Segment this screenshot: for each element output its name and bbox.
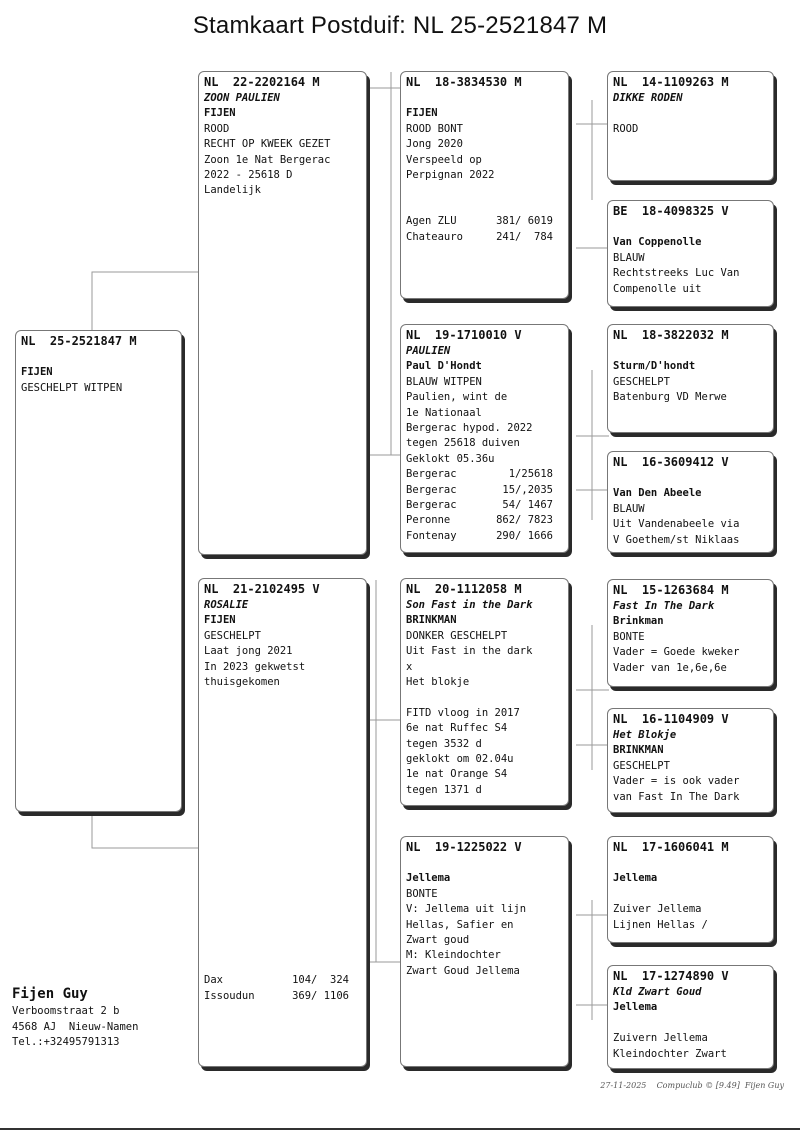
description-line: Zuiver Jellema <box>613 903 702 916</box>
description-line: Laat jong 2021 <box>204 645 293 658</box>
description-line: geklokt om 02.04u <box>406 753 514 766</box>
breeder: FIJEN <box>21 366 53 379</box>
breeder: Paul D'Hondt <box>406 360 482 373</box>
breeder: BRINKMAN <box>613 744 664 757</box>
ring-number: NL 17-1606041 M <box>613 840 729 854</box>
ring-number: NL 18-3822032 M <box>613 328 729 342</box>
description-line: Vader = Goede kweker <box>613 646 740 659</box>
result-row <box>406 529 553 544</box>
race-result: 862/ 7823 <box>496 514 553 527</box>
description-line: Zuivern Jellema <box>613 1032 708 1045</box>
description-line: thuisgekomen <box>204 676 280 689</box>
pigeon-card-mf[interactable] <box>400 578 569 806</box>
description-line: Hellas, Safier en <box>406 918 514 931</box>
description-line: ROOD <box>613 122 639 135</box>
race-name: Bergerac <box>406 499 457 512</box>
pigeon-card-mm[interactable] <box>400 836 569 1067</box>
description-line: BONTE <box>613 630 645 643</box>
owner-address <box>12 984 138 1051</box>
pigeon-card-mfm[interactable] <box>607 708 774 813</box>
description-line: Zwart Goud Jellema <box>406 964 520 977</box>
description-line: Perpignan 2022 <box>406 169 495 182</box>
race-result: 369/ 1106 <box>292 989 349 1002</box>
result-row <box>406 214 553 229</box>
result-row <box>406 483 553 498</box>
pigeon-name: DIKKE RODEN <box>613 92 683 104</box>
pigeon-card-ff[interactable] <box>400 71 569 299</box>
pigeon-card-fmm[interactable] <box>607 451 774 553</box>
description-line: ROOD <box>204 122 230 135</box>
results-table <box>406 214 553 245</box>
description-line: tegen 3532 d <box>406 737 482 750</box>
ring-number: NL 16-3609412 V <box>613 455 729 469</box>
race-name: Peronne <box>406 514 451 527</box>
breeder: Van Coppenolle <box>613 236 702 249</box>
owner-phone: Tel.:+32495791313 <box>12 1036 120 1048</box>
race-name: Issoudun <box>204 989 255 1002</box>
description-line: GESCHELPT <box>613 759 670 772</box>
pigeon-name: Fast In The Dark <box>613 600 715 612</box>
description-line: DONKER GESCHELPT <box>406 629 508 642</box>
description-line: 1e Nationaal <box>406 406 482 419</box>
pigeon-name: Son Fast in the Dark <box>406 599 533 611</box>
breeder: Brinkman <box>613 615 664 628</box>
software-credit: Compuclub © [9.49] <box>656 1081 740 1090</box>
ring-number: NL 25-2521847 M <box>21 334 137 348</box>
race-result: 54/ 1467 <box>502 499 553 512</box>
pigeon-card-mother[interactable] <box>198 578 367 1067</box>
ring-number: NL 21-2102495 V <box>204 582 320 596</box>
results-table <box>406 467 553 544</box>
pigeon-card-mmm[interactable] <box>607 965 774 1069</box>
race-result: 104/ 324 <box>292 974 349 987</box>
description-line: In 2023 gekwetst <box>204 660 306 673</box>
description-line: Kleindochter Zwart <box>613 1047 727 1060</box>
description-line: Compenolle uit <box>613 282 702 295</box>
breeder: Van Den Abeele <box>613 487 702 500</box>
race-result: 15/,2035 <box>502 483 553 496</box>
description-line: M: Kleindochter <box>406 949 501 962</box>
result-row <box>406 498 553 513</box>
print-footer <box>600 1081 784 1090</box>
description-line: Lijnen Hellas / <box>613 918 708 931</box>
description-line: Geklokt 05.36u <box>406 452 495 465</box>
breeder: Sturm/D'hondt <box>613 360 696 373</box>
breeder: FIJEN <box>406 107 438 120</box>
description-line: Rechtstreeks Luc Van <box>613 267 740 280</box>
pigeon-card-mff[interactable] <box>607 579 774 687</box>
ring-number: NL 19-1225022 V <box>406 840 522 854</box>
bottom-divider <box>0 1128 800 1130</box>
pigeon-card-fmf[interactable] <box>607 324 774 433</box>
result-row <box>406 467 553 482</box>
description-line: Batenburg VD Merwe <box>613 391 727 404</box>
ring-number: NL 16-1104909 V <box>613 712 729 726</box>
description-line: BLAUW WITPEN <box>406 375 482 388</box>
owner-city: 4568 AJ Nieuw-Namen <box>12 1020 139 1033</box>
description-line: GESCHELPT <box>613 375 670 388</box>
ring-number: NL 19-1710010 V <box>406 328 522 342</box>
description-line: ROOD BONT <box>406 122 463 135</box>
race-result: 381/ 6019 <box>496 215 553 228</box>
ring-number: NL 22-2202164 M <box>204 75 320 89</box>
race-name: Agen ZLU <box>406 215 457 228</box>
ring-number: BE 18-4098325 V <box>613 204 729 218</box>
description-line: V: Jellema uit lijn <box>406 903 527 916</box>
description-line: GESCHELPT <box>204 629 261 642</box>
race-name: Dax <box>204 974 223 987</box>
breeder: Jellema <box>613 872 658 885</box>
description-line: Zwart goud <box>406 934 470 947</box>
breeder: BRINKMAN <box>406 614 457 627</box>
breeder: FIJEN <box>204 614 236 627</box>
description-line: Vader van 1e,6e,6e <box>613 661 727 674</box>
race-name: Chateauro <box>406 230 463 243</box>
description-line: Jong 2020 <box>406 138 463 151</box>
pigeon-card-fm[interactable] <box>400 324 569 553</box>
result-row <box>204 973 349 988</box>
ring-number: NL 18-3834530 M <box>406 75 522 89</box>
race-name: Fontenay <box>406 529 457 542</box>
description-line: Bergerac hypod. 2022 <box>406 422 533 435</box>
description-line: Uit Fast in the dark <box>406 645 533 658</box>
owner-street: Verboomstraat 2 b <box>12 1005 120 1017</box>
description-line: van Fast In The Dark <box>613 790 740 803</box>
pigeon-name: ROSALIE <box>204 599 249 611</box>
description-line: GESCHELPT WITPEN <box>21 381 123 394</box>
description-line: 1e nat Orange S4 <box>406 768 508 781</box>
description-line: Zoon 1e Nat Bergerac <box>204 153 331 166</box>
result-row <box>406 230 553 245</box>
ring-number: NL 14-1109263 M <box>613 75 729 89</box>
result-row <box>204 989 349 1004</box>
pigeon-card-fff[interactable] <box>607 71 774 181</box>
race-result: 241/ 784 <box>496 230 553 243</box>
description-line: Landelijk <box>204 184 261 197</box>
results-table <box>204 973 349 1004</box>
print-date: 27-11-2025 <box>600 1081 647 1090</box>
owner-name: Fijen Guy <box>12 986 88 1002</box>
result-row <box>406 513 553 528</box>
description-line: Paulien, wint de <box>406 391 508 404</box>
description-line: Verspeeld op <box>406 153 482 166</box>
description-line: tegen 1371 d <box>406 783 482 796</box>
description-line: 6e nat Ruffec S4 <box>406 722 508 735</box>
pigeon-card-ffm[interactable] <box>607 200 774 307</box>
description-line: tegen 25618 duiven <box>406 437 520 450</box>
breeder: FIJEN <box>204 107 236 120</box>
race-name: Bergerac <box>406 468 457 481</box>
pigeon-card-subject[interactable] <box>15 330 182 812</box>
pigeon-name: Kld Zwart Goud <box>613 986 702 998</box>
description-line: x <box>406 660 413 673</box>
ring-number: NL 15-1263684 M <box>613 583 729 597</box>
pigeon-name: ZOON PAULIEN <box>204 92 280 104</box>
pigeon-name: PAULIEN <box>406 345 451 357</box>
race-result: 290/ 1666 <box>496 529 553 542</box>
description-line: RECHT OP KWEEK GEZET <box>204 138 331 151</box>
pigeon-card-mmf[interactable] <box>607 836 774 943</box>
description-line: Vader = is ook vader <box>613 775 740 788</box>
pigeon-card-father[interactable] <box>198 71 367 555</box>
pigeon-name: Het Blokje <box>613 729 677 741</box>
breeder: Jellema <box>406 872 451 885</box>
race-name: Bergerac <box>406 483 457 496</box>
description-line: FITD vloog in 2017 <box>406 706 520 719</box>
description-line: Het blokje <box>406 676 470 689</box>
description-line: BLAUW <box>613 251 645 264</box>
description-line: 2022 - 25618 D <box>204 169 293 182</box>
ring-number: NL 20-1112058 M <box>406 582 522 596</box>
results-block <box>204 973 361 1004</box>
page-title: Stamkaart Postduif: NL 25-2521847 M <box>192 12 608 39</box>
description-line: Uit Vandenabeele via <box>613 518 740 531</box>
description-line: V Goethem/st Niklaas <box>613 533 740 546</box>
description-line: BONTE <box>406 887 438 900</box>
ring-number: NL 17-1274890 V <box>613 969 729 983</box>
breeder: Jellema <box>613 1001 658 1014</box>
race-result: 1/25618 <box>508 468 553 481</box>
footer-owner: Fijen Guy <box>744 1081 784 1090</box>
description-line: BLAUW <box>613 502 645 515</box>
